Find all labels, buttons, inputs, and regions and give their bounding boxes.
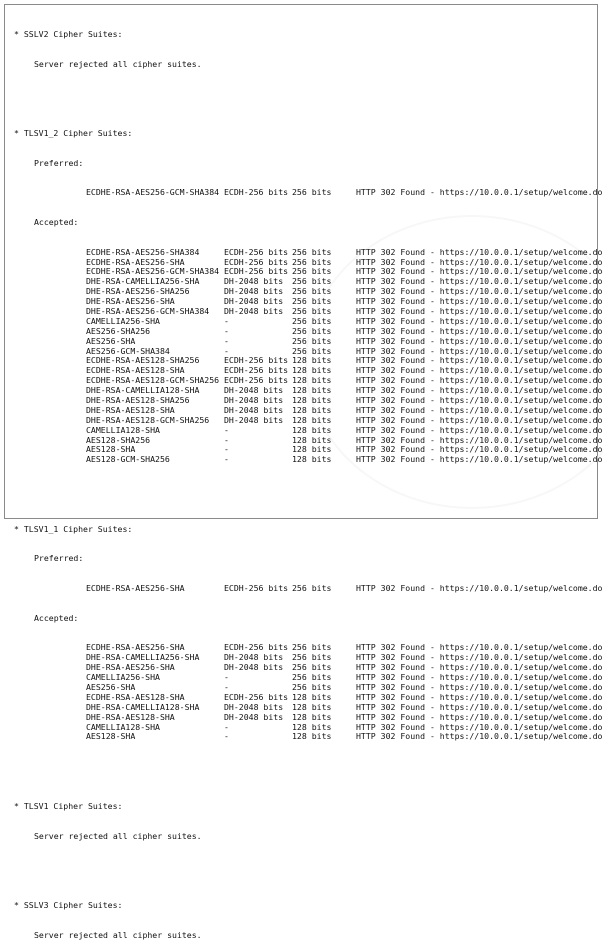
key-size: 256 bits <box>292 652 332 663</box>
key-size: 256 bits <box>292 305 332 316</box>
cipher-name: DHE-RSA-AES256-SHA <box>86 662 175 673</box>
key-exchange: ECDH-256 bits <box>224 583 289 594</box>
http-result: HTTP 302 Found - https://10.0.0.1/setup/welcome.do <box>356 652 603 663</box>
key-size: 256 bits <box>292 345 332 356</box>
http-result: HTTP 302 Found - https://10.0.0.1/setup/welcome.do <box>356 385 603 396</box>
key-exchange: - <box>224 672 229 683</box>
http-result: HTTP 302 Found - https://10.0.0.1/setup/welcome.do <box>356 375 603 386</box>
key-exchange: - <box>224 424 229 435</box>
http-result: HTTP 302 Found - https://10.0.0.1/setup/welcome.do <box>356 701 603 712</box>
key-size: 128 bits <box>292 731 332 742</box>
key-exchange: - <box>224 721 229 732</box>
key-exchange: ECDH-256 bits <box>224 246 289 257</box>
cipher-name: ECDHE-RSA-AES128-SHA256 <box>86 355 200 366</box>
http-result: HTTP 302 Found - https://10.0.0.1/setup/welcome.do <box>356 335 603 346</box>
cipher-name: CAMELLIA128-SHA <box>86 424 160 435</box>
key-exchange: ECDH-256 bits <box>224 375 289 386</box>
http-result: HTTP 302 Found - https://10.0.0.1/setup/welcome.do <box>356 434 603 445</box>
accepted-label: Accepted: <box>34 612 79 623</box>
key-exchange: ECDH-256 bits <box>224 266 289 277</box>
cipher-name: AES256-SHA256 <box>86 325 151 336</box>
http-result: HTTP 302 Found - https://10.0.0.1/setup/welcome.do <box>356 583 603 594</box>
cipher-row <box>14 682 603 693</box>
http-result: HTTP 302 Found - https://10.0.0.1/setup/welcome.do <box>356 691 603 702</box>
http-result: HTTP 302 Found - https://10.0.0.1/setup/welcome.do <box>356 731 603 742</box>
cipher-row <box>14 652 603 663</box>
cipher-name: CAMELLIA256-SHA <box>86 672 160 683</box>
http-result: HTTP 302 Found - https://10.0.0.1/setup/welcome.do <box>356 266 603 277</box>
key-exchange: DH-2048 bits <box>224 404 284 415</box>
key-size: 256 bits <box>292 642 332 653</box>
cipher-name: DHE-RSA-AES128-SHA <box>86 404 175 415</box>
http-result: HTTP 302 Found - https://10.0.0.1/setup/welcome.do <box>356 276 603 287</box>
http-result: HTTP 302 Found - https://10.0.0.1/setup/welcome.do <box>356 355 603 366</box>
key-size: 256 bits <box>292 286 332 297</box>
key-exchange: - <box>224 325 229 336</box>
key-exchange: DH-2048 bits <box>224 296 284 307</box>
cipher-row <box>14 701 603 713</box>
http-result: HTTP 302 Found - https://10.0.0.1/setup/welcome.do <box>356 256 603 267</box>
http-result: HTTP 302 Found - https://10.0.0.1/setup/welcome.do <box>356 454 603 465</box>
cipher-name: AES256-GCM-SHA384 <box>86 345 170 356</box>
cipher-name: DHE-RSA-AES128-GCM-SHA256 <box>86 414 210 425</box>
cipher-row <box>14 642 603 653</box>
section-header: * TLSV1 Cipher Suites: <box>14 800 123 811</box>
key-size: 128 bits <box>292 404 332 415</box>
key-exchange: ECDH-256 bits <box>224 355 289 366</box>
key-size: 256 bits <box>292 583 332 594</box>
cipher-row <box>14 711 603 723</box>
section-header: * TLSV1_2 Cipher Suites: <box>14 127 133 138</box>
cipher-row <box>14 454 603 465</box>
cipher-name: AES128-SHA <box>86 731 136 742</box>
cipher-name: ECDHE-RSA-AES128-SHA <box>86 365 185 376</box>
cipher-row <box>14 691 603 703</box>
key-size: 128 bits <box>292 414 332 425</box>
http-result: HTTP 302 Found - https://10.0.0.1/setup/welcome.do <box>356 187 603 198</box>
key-exchange: DH-2048 bits <box>224 395 284 405</box>
key-exchange: - <box>224 345 229 356</box>
cipher-row <box>14 721 603 733</box>
key-exchange: ECDH-256 bits <box>224 691 289 702</box>
rejected-message: Server rejected all cipher suites. <box>34 929 202 940</box>
http-result: HTTP 302 Found - https://10.0.0.1/setup/welcome.do <box>356 424 603 435</box>
http-result: HTTP 302 Found - https://10.0.0.1/setup/welcome.do <box>356 662 603 673</box>
key-exchange: - <box>224 335 229 346</box>
http-result: HTTP 302 Found - https://10.0.0.1/setup/welcome.do <box>356 682 603 693</box>
key-exchange: ECDH-256 bits <box>224 365 289 376</box>
key-size: 256 bits <box>292 296 332 307</box>
http-result: HTTP 302 Found - https://10.0.0.1/setup/welcome.do <box>356 395 603 405</box>
accepted-label: Accepted: <box>34 216 79 227</box>
cipher-name: DHE-RSA-AES256-SHA <box>86 296 175 307</box>
key-exchange: - <box>224 434 229 445</box>
key-size: 128 bits <box>292 711 332 722</box>
http-result: HTTP 302 Found - https://10.0.0.1/setup/welcome.do <box>356 246 603 257</box>
key-exchange: DH-2048 bits <box>224 414 284 425</box>
cipher-name: AES128-GCM-SHA256 <box>86 454 170 465</box>
key-size: 256 bits <box>292 187 332 198</box>
cipher-name: DHE-RSA-AES128-SHA <box>86 711 175 722</box>
key-size: 128 bits <box>292 424 332 435</box>
cipher-row <box>14 662 603 673</box>
key-size: 256 bits <box>292 246 332 257</box>
cipher-row <box>14 187 603 198</box>
key-exchange: DH-2048 bits <box>224 652 284 663</box>
section-header: * SSLV3 Cipher Suites: <box>14 899 123 910</box>
cipher-list <box>14 246 603 466</box>
cipher-name: ECDHE-RSA-AES128-SHA <box>86 691 185 702</box>
http-result: HTTP 302 Found - https://10.0.0.1/setup/welcome.do <box>356 286 603 297</box>
key-size: 128 bits <box>292 444 332 455</box>
cipher-name: DHE-RSA-AES256-GCM-SHA384 <box>86 305 210 316</box>
rejected-message: Server rejected all cipher suites. <box>34 58 202 69</box>
cipher-name: DHE-RSA-CAMELLIA256-SHA <box>86 276 200 287</box>
cipher-name: AES256-SHA <box>86 682 136 693</box>
key-size: 128 bits <box>292 355 332 366</box>
cipher-name: ECDHE-RSA-AES128-GCM-SHA256 <box>86 375 220 386</box>
key-size: 128 bits <box>292 721 332 732</box>
key-size: 128 bits <box>292 395 332 405</box>
http-result: HTTP 302 Found - https://10.0.0.1/setup/welcome.do <box>356 365 603 376</box>
cipher-name: CAMELLIA128-SHA <box>86 721 160 732</box>
key-size: 128 bits <box>292 691 332 702</box>
key-size: 256 bits <box>292 325 332 336</box>
http-result: HTTP 302 Found - https://10.0.0.1/setup/welcome.do <box>356 325 603 336</box>
key-size: 256 bits <box>292 256 332 267</box>
key-exchange: - <box>224 682 229 693</box>
http-result: HTTP 302 Found - https://10.0.0.1/setup/welcome.do <box>356 444 603 455</box>
key-exchange: DH-2048 bits <box>224 286 284 297</box>
http-result: HTTP 302 Found - https://10.0.0.1/setup/welcome.do <box>356 404 603 415</box>
cipher-row <box>14 583 603 594</box>
key-exchange: - <box>224 731 229 742</box>
cipher-name: ECDHE-RSA-AES256-GCM-SHA384 <box>86 266 220 277</box>
http-result: HTTP 302 Found - https://10.0.0.1/setup/welcome.do <box>356 414 603 425</box>
cipher-name: AES128-SHA256 <box>86 434 151 445</box>
key-exchange: - <box>224 315 229 326</box>
section-header: * SSLV2 Cipher Suites: <box>14 28 123 39</box>
key-size: 128 bits <box>292 701 332 712</box>
cipher-name: DHE-RSA-CAMELLIA256-SHA <box>86 652 200 663</box>
http-result: HTTP 302 Found - https://10.0.0.1/setup/welcome.do <box>356 711 603 722</box>
key-exchange: - <box>224 454 229 465</box>
key-exchange: DH-2048 bits <box>224 276 284 287</box>
key-size: 256 bits <box>292 335 332 346</box>
key-size: 256 bits <box>292 682 332 693</box>
key-size: 128 bits <box>292 375 332 386</box>
cipher-name: ECDHE-RSA-AES256-GCM-SHA384 <box>86 187 220 198</box>
key-size: 128 bits <box>292 454 332 465</box>
key-exchange: ECDH-256 bits <box>224 642 289 653</box>
http-result: HTTP 302 Found - https://10.0.0.1/setup/welcome.do <box>356 296 603 307</box>
cipher-name: DHE-RSA-CAMELLIA128-SHA <box>86 385 200 396</box>
key-size: 128 bits <box>292 385 332 396</box>
http-result: HTTP 302 Found - https://10.0.0.1/setup/welcome.do <box>356 721 603 732</box>
key-size: 256 bits <box>292 662 332 673</box>
key-size: 256 bits <box>292 266 332 277</box>
rejected-message: Server rejected all cipher suites. <box>34 830 202 841</box>
key-size: 256 bits <box>292 315 332 326</box>
cipher-name: AES128-SHA <box>86 444 136 455</box>
key-size: 128 bits <box>292 365 332 376</box>
cipher-name: ECDHE-RSA-AES256-SHA <box>86 583 185 594</box>
cipher-name: DHE-RSA-CAMELLIA128-SHA <box>86 701 200 712</box>
http-result: HTTP 302 Found - https://10.0.0.1/setup/welcome.do <box>356 305 603 316</box>
key-exchange: - <box>224 444 229 455</box>
cipher-row <box>14 672 603 683</box>
key-exchange: DH-2048 bits <box>224 662 284 673</box>
key-exchange: DH-2048 bits <box>224 305 284 316</box>
http-result: HTTP 302 Found - https://10.0.0.1/setup/welcome.do <box>356 345 603 356</box>
http-result: HTTP 302 Found - https://10.0.0.1/setup/welcome.do <box>356 642 603 653</box>
key-exchange: ECDH-256 bits <box>224 187 289 198</box>
cipher-name: CAMELLIA256-SHA <box>86 315 160 326</box>
cipher-list <box>14 642 603 742</box>
cipher-name: AES256-SHA <box>86 335 136 346</box>
preferred-label: Preferred: <box>34 157 84 168</box>
key-exchange: DH-2048 bits <box>224 701 284 712</box>
key-exchange: DH-2048 bits <box>224 385 284 396</box>
key-size: 256 bits <box>292 672 332 683</box>
cipher-name: DHE-RSA-AES256-SHA256 <box>86 286 190 297</box>
key-size: 256 bits <box>292 276 332 287</box>
cipher-row <box>14 731 603 742</box>
key-size: 128 bits <box>292 434 332 445</box>
terminal-output <box>14 10 603 950</box>
http-result: HTTP 302 Found - https://10.0.0.1/setup/welcome.do <box>356 672 603 683</box>
preferred-label: Preferred: <box>34 553 84 564</box>
cipher-name: ECDHE-RSA-AES256-SHA <box>86 642 185 653</box>
cipher-name: DHE-RSA-AES128-SHA256 <box>86 395 190 405</box>
cipher-name: ECDHE-RSA-AES256-SHA <box>86 256 185 267</box>
http-result: HTTP 302 Found - https://10.0.0.1/setup/welcome.do <box>356 315 603 326</box>
key-exchange: DH-2048 bits <box>224 711 284 722</box>
key-exchange: ECDH-256 bits <box>224 256 289 267</box>
section-header: * TLSV1_1 Cipher Suites: <box>14 523 133 534</box>
cipher-name: ECDHE-RSA-AES256-SHA384 <box>86 246 200 257</box>
